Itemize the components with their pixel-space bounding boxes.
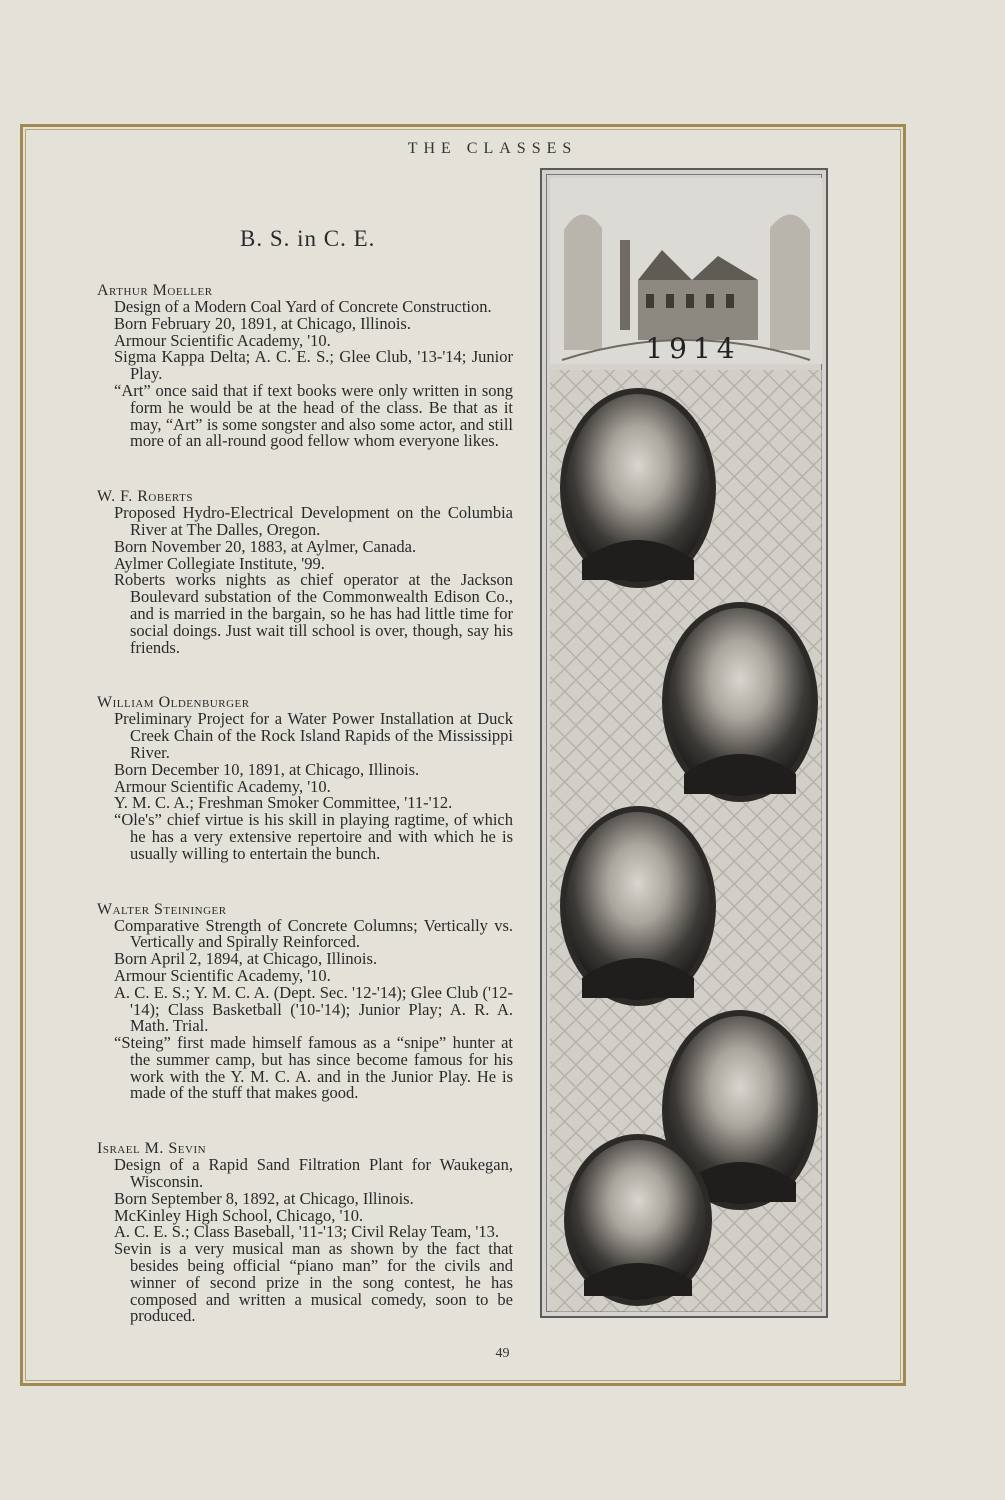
personal-note: Roberts works nights as chief operator at the Jackson Boulevard substation of the Commonwealth Edison Co., and is married in the bargain, so he has had little time for social doings. Just wait till school is over, though, say his friends. (114, 570, 513, 657)
prior-school: Armour Scientific Academy, '10. (114, 965, 331, 985)
portrait-5 (564, 1134, 712, 1306)
entry-w-f-roberts (97, 488, 513, 656)
prior-school: Armour Scientific Academy, '10. (114, 776, 331, 796)
entry-name: Arthur Moeller (97, 282, 213, 299)
entry-name: William Oldenburger (97, 694, 250, 712)
portrait-panel (540, 168, 828, 1318)
entry-name: Israel M. Sevin (97, 1140, 207, 1158)
portrait-2 (662, 602, 818, 802)
birth-info: Born December 10, 1891, at Chicago, Illinois. (114, 759, 420, 779)
thesis-title: Design of a Rapid Sand Filtration Plant for Waukegan, Wisconsin. (114, 1155, 513, 1192)
entries-column (97, 282, 513, 1325)
personal-note: Sevin is a very musical man as shown by the fact that besides being official “piano man” for the civils and winner of second prize in the song contest, he has composed and written a musical comedy, soon to be produced. (114, 1239, 513, 1326)
entry-william-oldenburger (97, 694, 513, 862)
page-number: 49 (495, 1346, 510, 1361)
activities: Sigma Kappa Delta; A. C. E. S.; Glee Club, '13-'14; Junior Play. (114, 347, 513, 384)
personal-note: “Ole's” chief virtue is his skill in playing ragtime, of which he has a very extensive repertoire and with which he is usually willing to entertain the bunch. (114, 810, 513, 863)
activities: A. C. E. S.; Class Baseball, '11-'13; Civil Relay Team, '13. (114, 1222, 499, 1242)
entry-walter-steininger (97, 901, 513, 1103)
class-year: 1914 (645, 332, 741, 365)
entry-arthur-moeller (97, 282, 513, 450)
entry-name: Walter Steininger (97, 900, 227, 918)
thesis-title: Comparative Strength of Concrete Columns; Vertically vs. Vertically and Spirally Reinforced. (114, 915, 513, 952)
prior-school: Armour Scientific Academy, '10. (114, 330, 331, 350)
entry-name: W. F. Roberts (97, 488, 193, 506)
entry-israel-m-sevin (97, 1140, 513, 1325)
birth-info: Born November 20, 1883, at Aylmer, Canada. (114, 536, 417, 556)
running-head: THE CLASSES (407, 140, 578, 157)
thesis-title: Preliminary Project for a Water Power Installation at Duck Creek Chain of the Rock Island Rapids of the Mississippi River. (114, 709, 513, 762)
portrait-3 (560, 806, 716, 1006)
activities: A. C. E. S.; Y. M. C. A. (Dept. Sec. '12-'14); Glee Club ('12-'14); Class Basketball ('10-'14); Junior Play; A. R. A. Math. Trial. (114, 982, 513, 1036)
birth-info: Born April 2, 1894, at Chicago, Illinois. (114, 949, 378, 969)
birth-info: Born September 8, 1892, at Chicago, Illinois. (114, 1188, 414, 1208)
birth-info: Born February 20, 1891, at Chicago, Illinois. (114, 313, 411, 333)
portrait-1 (560, 388, 716, 588)
activities: Y. M. C. A.; Freshman Smoker Committee, '11-'12. (114, 793, 453, 813)
thesis-title: Proposed Hydro-Electrical Development on the Columbia River at The Dalles, Oregon. (114, 503, 513, 539)
personal-note: “Art” once said that if text books were only written in song form he would be at the head of the class. Be that as it may, “Art” is some songster and also some actor, and still more of an all-round good fellow whom everyone likes. (114, 380, 513, 451)
section-title: B. S. in C. E. (240, 226, 376, 251)
prior-school: McKinley High School, Chicago, '10. (114, 1205, 364, 1225)
personal-note: “Steing” first made himself famous as a “snipe” hunter at the summer camp, but has since become famous for his work with the Y. M. C. A. and in the Junior Play. He is made of the stuff that makes good. (114, 1033, 513, 1103)
thesis-title: Design of a Modern Coal Yard of Concrete Construction. (114, 297, 492, 316)
prior-school: Aylmer Collegiate Institute, '99. (114, 553, 325, 573)
